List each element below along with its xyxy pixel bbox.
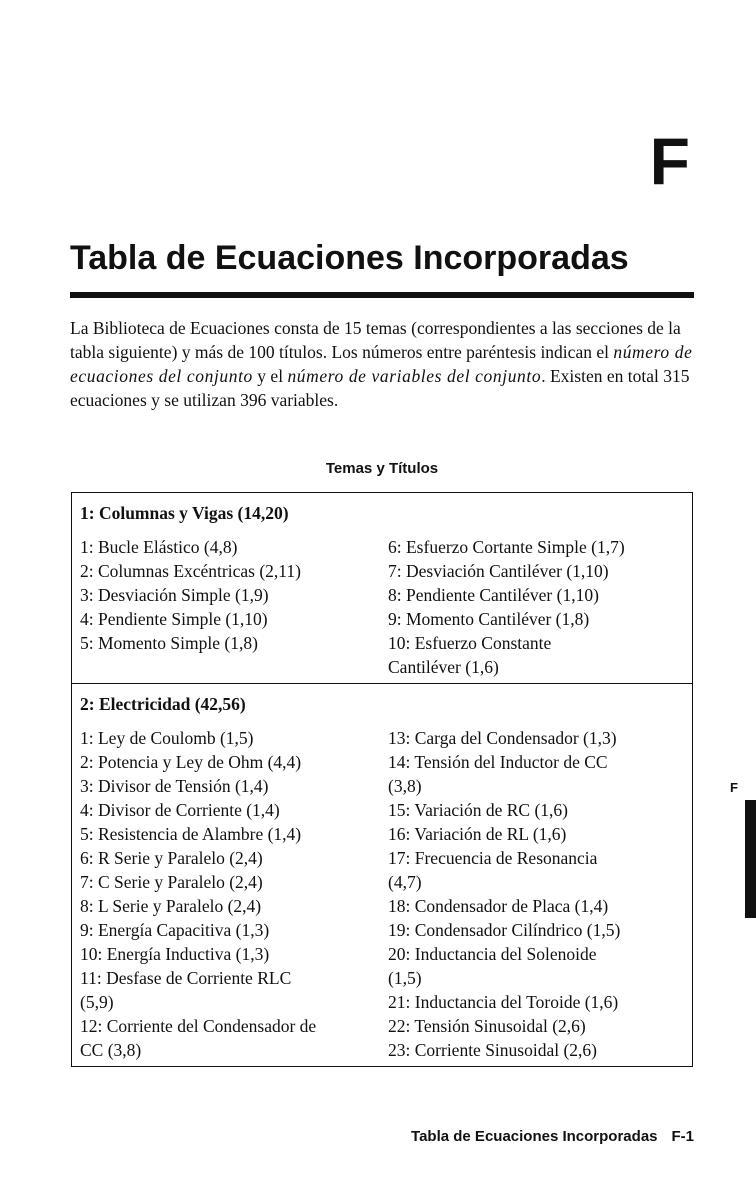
intro-text: y el xyxy=(252,366,288,386)
list-item: Cantiléver (1,6) xyxy=(388,657,499,677)
list-item: 2: Potencia y Ley de Ohm (4,4) xyxy=(80,752,302,772)
list-item: (1,5) xyxy=(388,968,422,988)
list-item: 20: Inductancia del Solenoide xyxy=(388,944,597,964)
list-item: (5,9) xyxy=(80,992,114,1012)
table-heading: Temas y Títulos xyxy=(325,460,439,477)
section-columns xyxy=(80,726,684,1062)
topic-section xyxy=(72,683,692,1066)
list-item: 3: Desviación Simple (1,9) xyxy=(80,585,269,605)
intro-paragraph xyxy=(70,316,694,412)
list-item: 8: Pendiente Cantiléver (1,10) xyxy=(388,585,599,605)
list-item: 15: Variación de RC (1,6) xyxy=(388,800,568,820)
list-item: 13: Carga del Condensador (1,3) xyxy=(388,728,617,748)
title-rule xyxy=(70,292,694,298)
list-item: (3,8) xyxy=(388,776,422,796)
list-item: 1: Ley de Coulomb (1,5) xyxy=(80,728,254,748)
list-item: 3: Divisor de Tensión (1,4) xyxy=(80,776,269,796)
side-marker-letter: F xyxy=(730,780,738,795)
list-item: 4: Divisor de Corriente (1,4) xyxy=(80,800,280,820)
list-item: 8: L Serie y Paralelo (2,4) xyxy=(80,896,262,916)
list-item: 5: Momento Simple (1,8) xyxy=(80,633,258,653)
page-title: Tabla de Ecuaciones Incorporadas xyxy=(70,239,629,277)
list-item: 6: Esfuerzo Cortante Simple (1,7) xyxy=(388,537,625,557)
intro-text: La Biblioteca de Ecuaciones consta de 15 temas (correspondientes a las secciones de la tabla siguiente) y más de 100 títulos. Los números entre paréntesis indican el xyxy=(70,318,681,362)
list-item: 9: Momento Cantiléver (1,8) xyxy=(388,609,590,629)
intro-text: . Existen en total 315 ecuaciones y se utilizan 396 variables. xyxy=(70,366,690,410)
list-item: 4: Pendiente Simple (1,10) xyxy=(80,609,268,629)
right-column xyxy=(388,726,684,1062)
left-column xyxy=(80,726,388,1062)
list-item: 22: Tensión Sinusoidal (2,6) xyxy=(388,1016,586,1036)
list-item: 17: Frecuencia de Resonancia xyxy=(388,848,598,868)
list-item: 21: Inductancia del Toroide (1,6) xyxy=(388,992,619,1012)
list-item: 2: Columnas Excéntricas (2,11) xyxy=(80,561,301,581)
section-title: 2: Electricidad (42,56) xyxy=(80,694,246,714)
left-column xyxy=(80,535,388,679)
list-item: 14: Tensión del Inductor de CC xyxy=(388,752,608,772)
list-item: 7: C Serie y Paralelo (2,4) xyxy=(80,872,263,892)
list-item: CC (3,8) xyxy=(80,1040,142,1060)
section-columns xyxy=(80,535,684,679)
list-item: 10: Energía Inductiva (1,3) xyxy=(80,944,270,964)
list-item: (4,7) xyxy=(388,872,422,892)
topics-table xyxy=(71,492,693,1067)
right-column xyxy=(388,535,684,679)
section-title: 1: Columnas y Vigas (14,20) xyxy=(80,503,289,523)
list-item: 23: Corriente Sinusoidal (2,6) xyxy=(388,1040,598,1060)
list-item: 9: Energía Capacitiva (1,3) xyxy=(80,920,270,940)
side-marker-bar xyxy=(745,800,756,918)
topic-section xyxy=(72,493,692,683)
list-item: 19: Condensador Cilíndrico (1,5) xyxy=(388,920,621,940)
list-item: 11: Desfase de Corriente RLC xyxy=(80,968,292,988)
list-item: 12: Corriente del Condensador de xyxy=(80,1016,317,1036)
list-item: 6: R Serie y Paralelo (2,4) xyxy=(80,848,263,868)
list-item: 18: Condensador de Placa (1,4) xyxy=(388,896,609,916)
list-item: 10: Esfuerzo Constante xyxy=(388,633,552,653)
page-number: F-1 xyxy=(671,1128,694,1145)
list-item: 5: Resistencia de Alambre (1,4) xyxy=(80,824,302,844)
chapter-letter: F xyxy=(649,124,690,198)
intro-emphasis: número de ecuaciones del conjunto xyxy=(70,342,693,386)
page-footer xyxy=(411,1128,694,1145)
intro-emphasis: número de variables del conjunto xyxy=(287,366,542,386)
footer-title: Tabla de Ecuaciones Incorporadas xyxy=(411,1128,658,1145)
list-item: 1: Bucle Elástico (4,8) xyxy=(80,537,238,557)
list-item: 7: Desviación Cantiléver (1,10) xyxy=(388,561,609,581)
list-item: 16: Variación de RL (1,6) xyxy=(388,824,567,844)
